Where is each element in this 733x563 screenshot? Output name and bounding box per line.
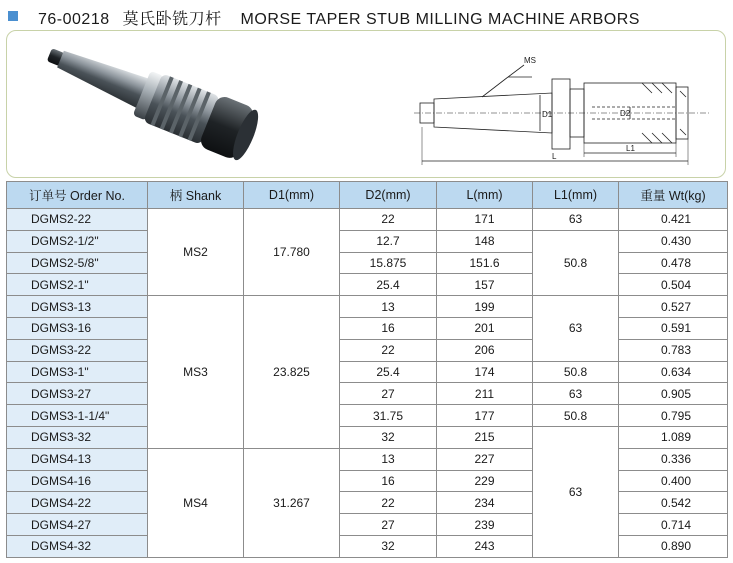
l1-cell: 63 xyxy=(533,383,619,405)
l-cell: 201 xyxy=(437,317,533,339)
table-row xyxy=(7,492,728,514)
d2-cell: 27 xyxy=(340,383,437,405)
table-row xyxy=(7,448,728,470)
table-row xyxy=(7,296,728,318)
d2-cell: 32 xyxy=(340,535,437,557)
l-cell: 148 xyxy=(437,230,533,252)
header-weight: 重量 Wt(kg) xyxy=(619,182,728,209)
l-cell: 206 xyxy=(437,339,533,361)
d2-cell: 22 xyxy=(340,209,437,231)
l1-cell: 63 xyxy=(533,296,619,361)
l-cell: 239 xyxy=(437,514,533,536)
l1-cell: 50.8 xyxy=(533,361,619,383)
weight-cell: 0.795 xyxy=(619,405,728,427)
table-row xyxy=(7,361,728,383)
d2-cell: 13 xyxy=(340,448,437,470)
order-no-cell: DGMS2-22 xyxy=(7,209,148,231)
l-cell: 234 xyxy=(437,492,533,514)
page-title xyxy=(38,6,640,29)
weight-cell: 0.336 xyxy=(619,448,728,470)
weight-cell: 0.783 xyxy=(619,339,728,361)
title-english: MORSE TAPER STUB MILLING MACHINE ARBORS xyxy=(240,11,640,28)
order-no-cell: DGMS3-27 xyxy=(7,383,148,405)
table-row xyxy=(7,470,728,492)
specifications-table xyxy=(6,181,728,558)
d1-cell: 31.267 xyxy=(244,448,340,557)
order-no-cell: DGMS2-1/2" xyxy=(7,230,148,252)
l-label: L xyxy=(552,152,557,161)
d2-cell: 15.875 xyxy=(340,252,437,274)
l-cell: 157 xyxy=(437,274,533,296)
page-header xyxy=(0,0,733,32)
table-row xyxy=(7,317,728,339)
weight-cell: 1.089 xyxy=(619,426,728,448)
d2-label: D2 xyxy=(620,109,631,118)
d2-cell: 25.4 xyxy=(340,274,437,296)
l-cell: 243 xyxy=(437,535,533,557)
l1-cell: 63 xyxy=(533,209,619,231)
order-no-cell: DGMS3-32 xyxy=(7,426,148,448)
header-shank: 柄 Shank xyxy=(148,182,244,209)
order-no-cell: DGMS3-16 xyxy=(7,317,148,339)
header-l1: L1(mm) xyxy=(533,182,619,209)
d1-cell: 23.825 xyxy=(244,296,340,449)
table-row xyxy=(7,252,728,274)
order-no-cell: DGMS3-22 xyxy=(7,339,148,361)
table-row xyxy=(7,405,728,427)
weight-cell: 0.421 xyxy=(619,209,728,231)
ms-label: MS xyxy=(524,56,536,65)
weight-cell: 0.714 xyxy=(619,514,728,536)
order-no-cell: DGMS3-1" xyxy=(7,361,148,383)
product-code: 76-00218 xyxy=(38,11,110,28)
header-d2: D2(mm) xyxy=(340,182,437,209)
weight-cell: 0.634 xyxy=(619,361,728,383)
order-no-cell: DGMS2-1" xyxy=(7,274,148,296)
header-order-no: 订单号 Order No. xyxy=(7,182,148,209)
table-row xyxy=(7,514,728,536)
l-cell: 199 xyxy=(437,296,533,318)
l-cell: 177 xyxy=(437,405,533,427)
l-cell: 174 xyxy=(437,361,533,383)
l1-cell: 63 xyxy=(533,426,619,557)
table-body xyxy=(7,209,728,558)
l-cell: 227 xyxy=(437,448,533,470)
product-image-panel xyxy=(6,30,726,178)
table-row xyxy=(7,535,728,557)
weight-cell: 0.905 xyxy=(619,383,728,405)
d2-cell: 22 xyxy=(340,339,437,361)
weight-cell: 0.542 xyxy=(619,492,728,514)
l-cell: 151.6 xyxy=(437,252,533,274)
weight-cell: 0.478 xyxy=(619,252,728,274)
table-row xyxy=(7,230,728,252)
d2-cell: 16 xyxy=(340,470,437,492)
table-row xyxy=(7,383,728,405)
table-row xyxy=(7,426,728,448)
order-no-cell: DGMS4-32 xyxy=(7,535,148,557)
order-no-cell: DGMS3-1-1/4" xyxy=(7,405,148,427)
order-no-cell: DGMS4-16 xyxy=(7,470,148,492)
d2-cell: 12.7 xyxy=(340,230,437,252)
order-no-cell: DGMS4-27 xyxy=(7,514,148,536)
title-chinese: 莫氏卧铣刀杆 xyxy=(122,11,222,28)
weight-cell: 0.890 xyxy=(619,535,728,557)
l1-cell: 50.8 xyxy=(533,230,619,295)
l-cell: 229 xyxy=(437,470,533,492)
weight-cell: 0.504 xyxy=(619,274,728,296)
l-cell: 215 xyxy=(437,426,533,448)
table-row xyxy=(7,274,728,296)
shank-cell: MS3 xyxy=(148,296,244,449)
header-l: L(mm) xyxy=(437,182,533,209)
l-cell: 171 xyxy=(437,209,533,231)
d2-cell: 32 xyxy=(340,426,437,448)
d2-cell: 13 xyxy=(340,296,437,318)
table-row xyxy=(7,339,728,361)
weight-cell: 0.527 xyxy=(619,296,728,318)
d2-cell: 25.4 xyxy=(340,361,437,383)
d1-cell: 17.780 xyxy=(244,209,340,296)
shank-cell: MS4 xyxy=(148,448,244,557)
order-no-cell: DGMS4-22 xyxy=(7,492,148,514)
header-d1: D1(mm) xyxy=(244,182,340,209)
l1-label: L1 xyxy=(626,144,635,153)
d2-cell: 27 xyxy=(340,514,437,536)
d1-label: D1 xyxy=(542,110,553,119)
l-cell: 211 xyxy=(437,383,533,405)
shank-cell: MS2 xyxy=(148,209,244,296)
d2-cell: 22 xyxy=(340,492,437,514)
table-header-row xyxy=(7,182,728,209)
weight-cell: 0.430 xyxy=(619,230,728,252)
l1-cell: 50.8 xyxy=(533,405,619,427)
order-no-cell: DGMS2-5/8" xyxy=(7,252,148,274)
technical-drawing xyxy=(412,47,712,169)
weight-cell: 0.591 xyxy=(619,317,728,339)
d2-cell: 31.75 xyxy=(340,405,437,427)
order-no-cell: DGMS3-13 xyxy=(7,296,148,318)
arbor-photo xyxy=(31,39,291,169)
weight-cell: 0.400 xyxy=(619,470,728,492)
d2-cell: 16 xyxy=(340,317,437,339)
order-no-cell: DGMS4-13 xyxy=(7,448,148,470)
title-bullet-icon xyxy=(8,11,18,21)
table-row xyxy=(7,209,728,231)
